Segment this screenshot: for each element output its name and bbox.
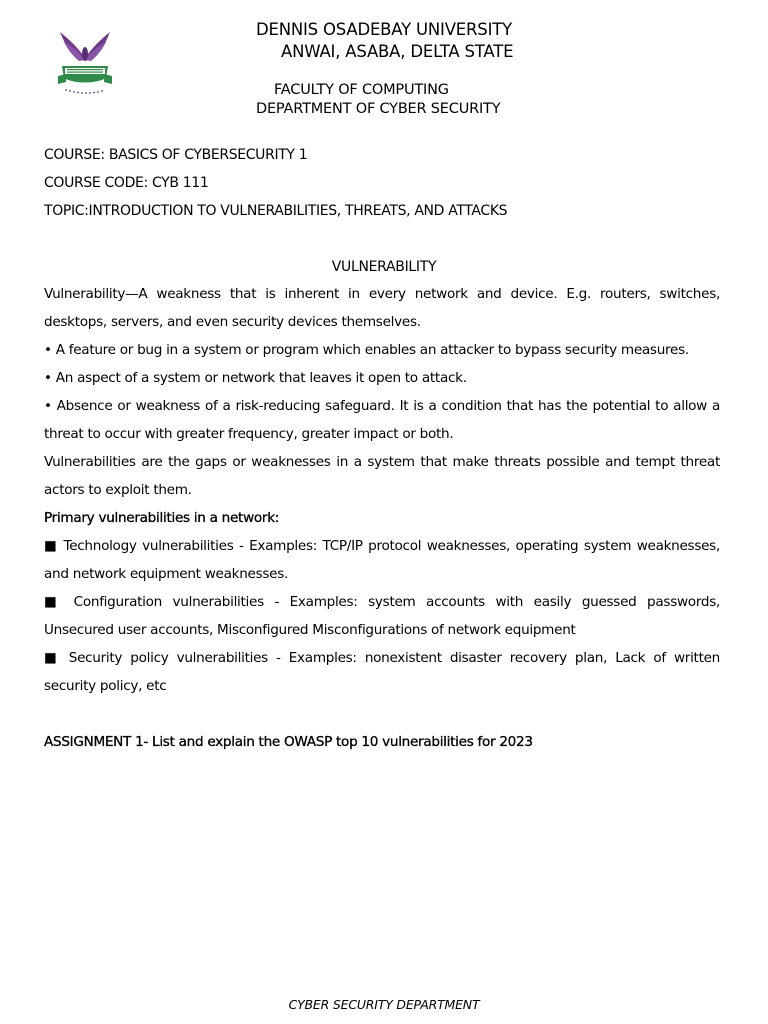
course-code: COURSE CODE: CYB 111 <box>44 175 209 191</box>
department-name: DEPARTMENT OF CYBER SECURITY <box>256 101 501 117</box>
university-crest-icon <box>52 26 118 98</box>
university-name: DENNIS OSADEBAY UNIVERSITY <box>256 20 512 39</box>
document-body <box>44 280 720 756</box>
assignment-text: ASSIGNMENT 1- List and explain the OWASP top 10 vulnerabilities for 2023 <box>44 734 533 750</box>
course-title: COURSE: BASICS OF CYBERSECURITY 1 <box>44 147 308 163</box>
list-item: ■ Configuration vulnerabilities - Examples: system accounts with easily guessed passwords, Unsecured user accounts, Misconfigured Misconfigurations of network equipment <box>44 594 720 638</box>
page-footer: CYBER SECURITY DEPARTMENT <box>288 997 480 1012</box>
paragraph: Vulnerability—A weakness that is inherent in every network and device. E.g. routers, switches, desktops, servers, and even security devices themselves. <box>44 286 720 330</box>
course-topic: TOPIC:INTRODUCTION TO VULNERABILITIES, THREATS, AND ATTACKS <box>44 203 508 219</box>
section-title: VULNERABILITY <box>331 259 437 275</box>
list-item: ■ Technology vulnerabilities - Examples: TCP/IP protocol weaknesses, operating system weaknesses, and network equipment weaknesses. <box>44 538 720 582</box>
paragraph: Vulnerabilities are the gaps or weaknesses in a system that make threats possible and tempt threat actors to exploit them. <box>44 454 720 498</box>
primary-vulnerabilities-heading: Primary vulnerabilities in a network: <box>44 510 280 526</box>
university-location: ANWAI, ASABA, DELTA STATE <box>281 42 514 61</box>
faculty-name: FACULTY OF COMPUTING <box>274 82 449 98</box>
bullet-item: • A feature or bug in a system or program which enables an attacker to bypass security measures. <box>44 342 689 358</box>
bullet-item: • An aspect of a system or network that leaves it open to attack. <box>44 370 467 386</box>
list-item: ■ Security policy vulnerabilities - Examples: nonexistent disaster recovery plan, Lack of written security policy, etc <box>44 650 720 694</box>
bullet-item: • Absence or weakness of a risk-reducing safeguard. It is a condition that has the potential to allow a threat to occur with greater frequency, greater impact or both. <box>44 398 720 442</box>
